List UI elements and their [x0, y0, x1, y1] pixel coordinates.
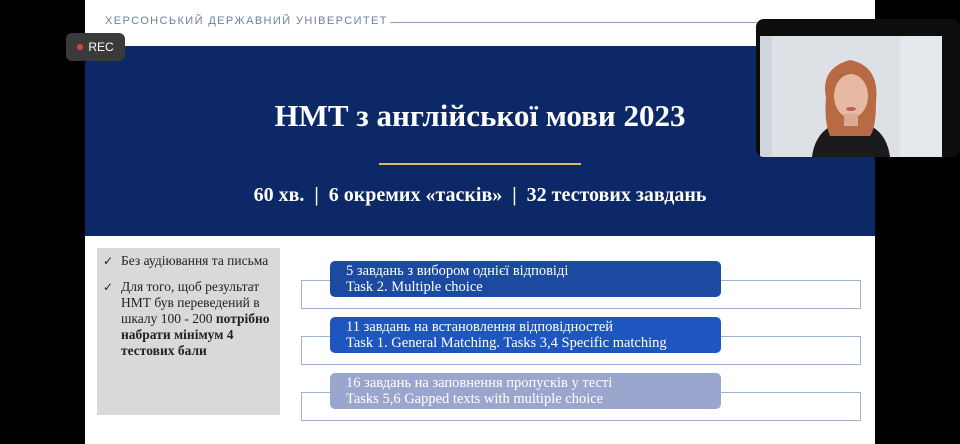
note-text: Для того, щоб результат НМТ був переведений в шкалу 100 - 200 потрібно набрати мінімум 4 тестових бали: [121, 279, 270, 358]
task-bar-line1: 5 завдань з вибором однієї відповіді: [346, 263, 569, 279]
checkmark-icon: ✓: [103, 254, 114, 268]
presenter-avatar: [760, 36, 942, 157]
task-bar-line2: Tasks 5,6 Gapped texts with multiple choice: [346, 391, 604, 407]
task-bar-matching: [330, 317, 721, 353]
note-item: [103, 253, 274, 269]
header-divider: [390, 22, 770, 23]
checkmark-icon: ✓: [103, 280, 114, 294]
task-bar-line1: 16 завдань на заповнення пропусків у тесті: [346, 375, 613, 391]
webcam-video: [760, 36, 942, 157]
note-item: [103, 279, 274, 359]
record-dot-icon: [77, 44, 83, 50]
task-bar-line1: 11 завдань на встановлення відповідностей: [346, 319, 614, 335]
task-bar-line2: Task 1. General Matching. Tasks 3,4 Specific matching: [346, 335, 667, 351]
gold-divider: [379, 163, 581, 165]
slide-subtitle: 60 хв. | 6 окремих «тасків» | 32 тестових завдань: [253, 184, 707, 206]
task-bar-gapped-texts: [330, 373, 721, 409]
webcam-overlay[interactable]: [756, 19, 960, 157]
recording-indicator[interactable]: [66, 33, 125, 61]
university-name: ХЕРСОНСЬКИЙ ДЕРЖАВНИЙ УНІВЕРСИТЕТ: [105, 15, 388, 27]
slide-title: НМТ з англійської мови 2023: [274, 98, 686, 133]
note-emphasis: потрібно набрати мінімум 4 тестових бали: [121, 311, 270, 358]
task-bar-multiple-choice: [330, 261, 721, 297]
task-bar-line2: Task 2. Multiple choice: [346, 279, 483, 295]
note-text: Без аудіювання та письма: [121, 253, 269, 268]
recording-label: REC: [88, 40, 114, 54]
notes-box: [97, 248, 280, 415]
